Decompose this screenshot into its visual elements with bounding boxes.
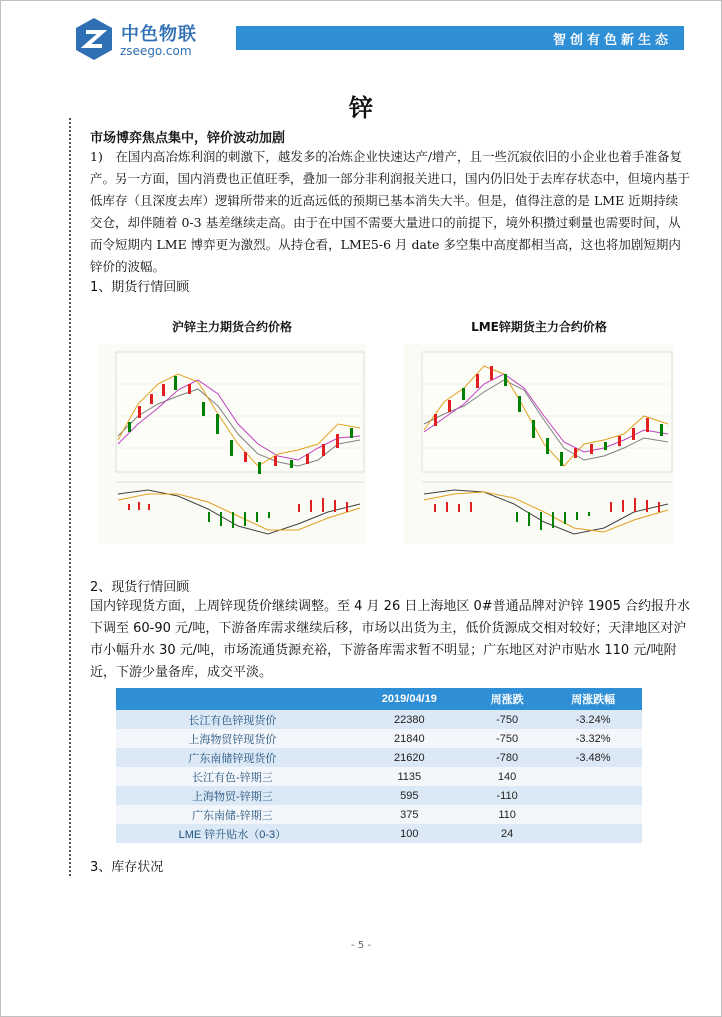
subheading-inventory: 3、库存状况 [90,860,164,875]
logo-text-cn: 中色物联 [121,24,197,45]
table-header: 周涨跌 [470,688,544,710]
page-number: - 5 - [351,940,371,951]
table-cell: 长江有色锌现货价 [116,710,349,729]
table-header [116,688,349,710]
table-row [116,729,642,748]
table-cell: 广东南储-锌期三 [116,805,349,824]
table-cell: 上海物贸-锌期三 [116,786,349,805]
table-cell: 21620 [349,748,470,767]
chart-lme-zinc [404,318,674,546]
table-cell: 22380 [349,710,470,729]
kline-chart-image-shfe [98,344,366,544]
kline-chart-image-lme [404,344,674,544]
table-cell: 110 [470,805,544,824]
section-heading: 市场博弈焦点集中，锌价波动加剧 [90,131,286,146]
table-row [116,748,642,767]
table-cell: 140 [470,767,544,786]
table-row [116,824,642,843]
paragraph-spot-review: 国内锌现货方面，上周锌现货价继续调整。至 4 月 26 日上海地区 0#普通品牌对沪锌 1905 合约报升水下调至 60-90 元/吨，下游备库需求继续后移，市场以出货为主，低价货源成交相对较好；天津地区对沪市小幅升水 30 元/吨，市场流通货源充裕，下游备库需求暂不明显；广东地区对沪市贴水 110 元/吨附近，下游少量备库，成交平淡。 [90,599,690,680]
table-cell: -110 [470,786,544,805]
table-cell: 24 [470,824,544,843]
table-cell [544,767,642,786]
page-title: 锌 [349,94,373,122]
table-cell: LME 锌升贴水（0-3） [116,824,349,843]
table-header: 周涨跌幅 [544,688,642,710]
table-cell: -780 [470,748,544,767]
table-cell [544,805,642,824]
subheading-futures: 1、期货行情回顾 [90,280,190,295]
table-row [116,710,642,729]
table-header-row [116,688,642,710]
spot-price-table [116,688,642,843]
table-cell: -3.24% [544,710,642,729]
table-row [116,786,642,805]
table-cell: -750 [470,710,544,729]
table-cell: -3.48% [544,748,642,767]
table-cell: 100 [349,824,470,843]
margin-dotted-line [69,118,71,876]
slogan: 智创有色新生态 [552,33,672,48]
table-cell [544,786,642,805]
table-row [116,767,642,786]
table-cell: -3.32% [544,729,642,748]
table-cell: 上海物贸锌现货价 [116,729,349,748]
chart-title-shfe: 沪锌主力期货合约价格 [171,320,292,334]
table-cell: 595 [349,786,470,805]
table-cell: 广东南储锌现货价 [116,748,349,767]
table-cell: 1135 [349,767,470,786]
table-cell: 长江有色-锌期三 [116,767,349,786]
subheading-spot: 2、现货行情回顾 [90,580,190,595]
table-cell: 375 [349,805,470,824]
logo-text-en: zseego.com [120,44,192,58]
chart-shfe-zinc [98,318,366,546]
slogan-bar [236,26,684,50]
paragraph-market-analysis: 1) 在国内高冶炼利润的刺激下，越发多的冶炼企业快速达产/增产，且一些沉寂依旧的小企业也着手准备复产。另一方面，国内消费也正值旺季，叠加一部分非利润报关进口，国内仍旧处于去库存状态中，但境内基于低库存（且深度去库）逻辑所带来的近高远低的预期已基本消失大半。但是，值得注意的是 LME 近期持续交仓，却伴随着 0-3 基差继续走高。由于在中国不需要大量进口的前提下，境外积攒过剩量也需要时间，从而令短期内 LME 博弈更为激烈。从持仓看，LME5-6 月 date 多空集中高度都相当高，这也将加剧短期内锌价的波幅。 [90,149,691,274]
table-cell: -750 [470,729,544,748]
table-cell: 21840 [349,729,470,748]
table-row [116,805,642,824]
chart-title-lme: LME锌期货主力合约价格 [471,320,607,334]
table-cell [544,824,642,843]
table-header: 2019/04/19 [349,688,470,710]
